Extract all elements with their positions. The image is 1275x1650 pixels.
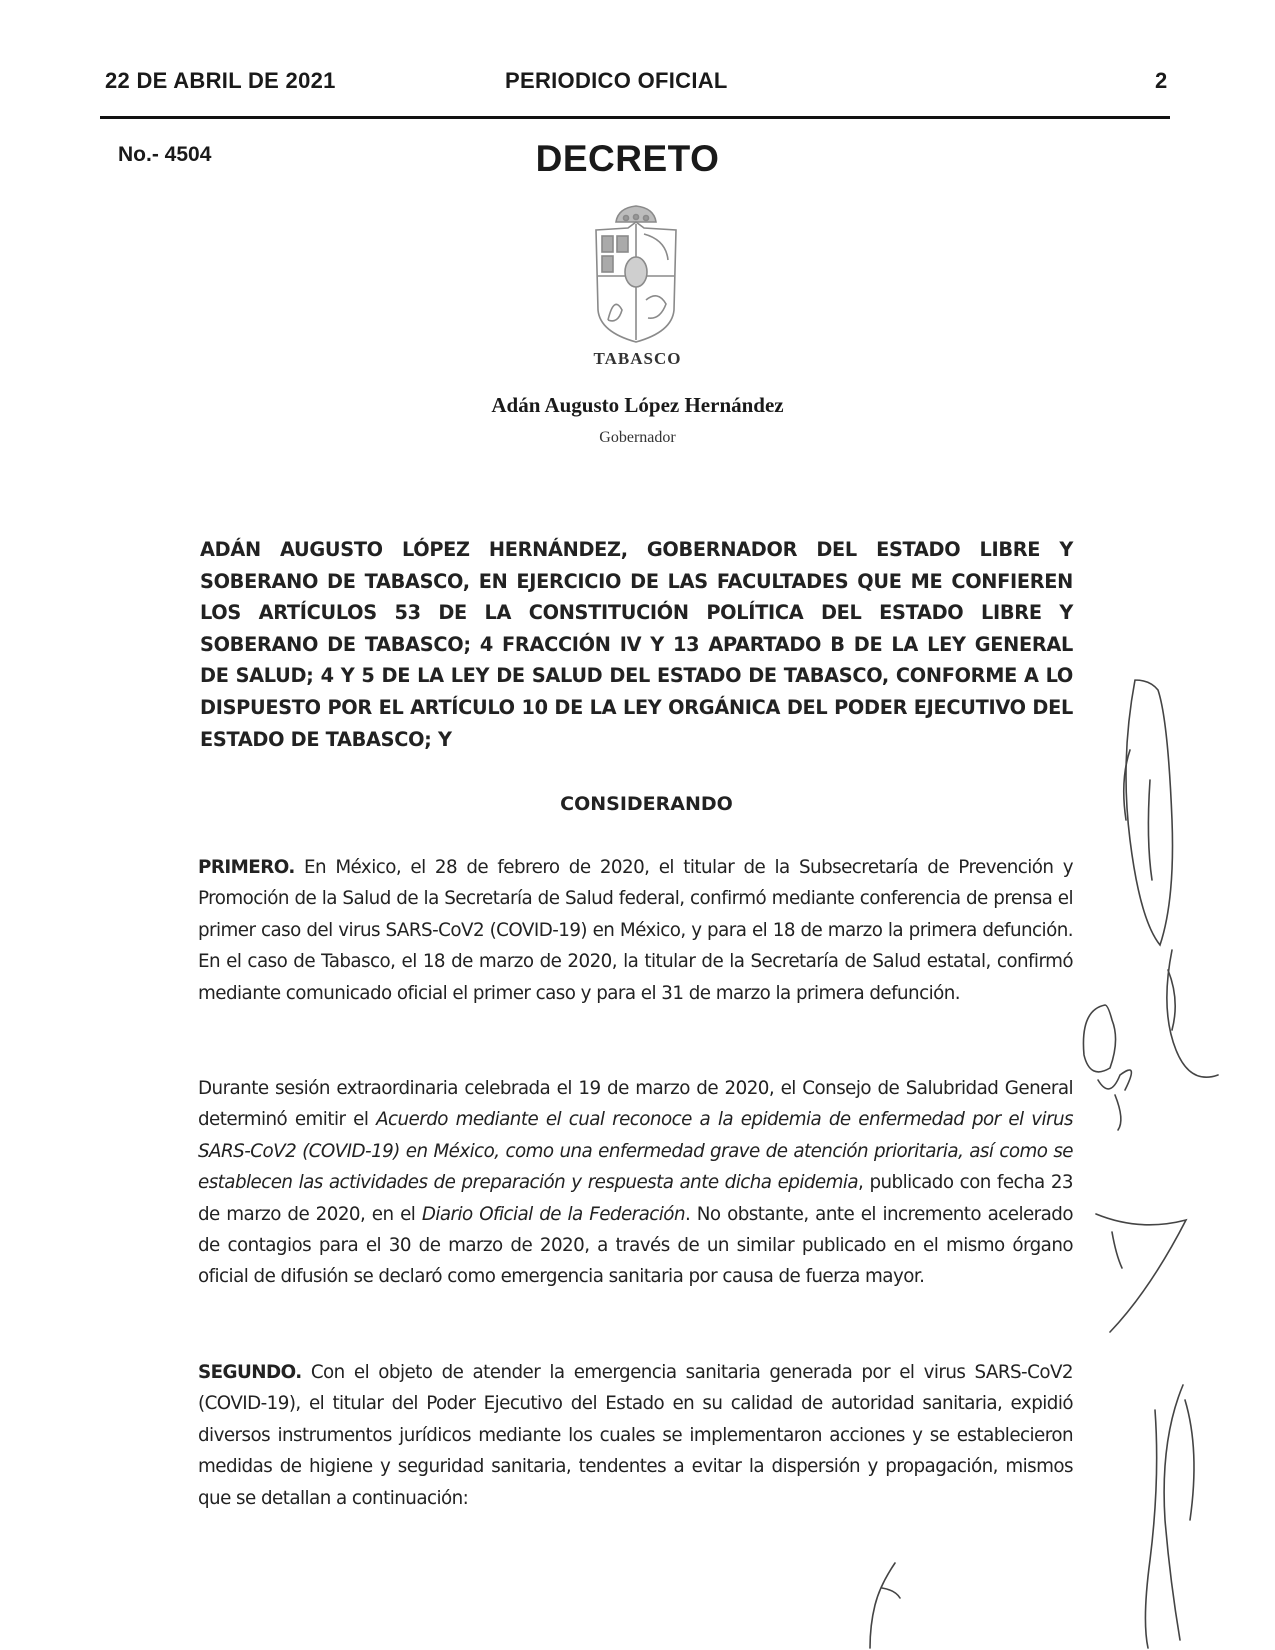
paragraph-lead: PRIMERO. — [198, 857, 295, 878]
paragraph-body: Con el objeto de atender la emergencia sanitaria generada por el virus SARS-CoV2 (COVID-19), el titular del Poder Ejecutivo del Estado en su calidad de autoridad sanitaria, expidió diversos instrumentos jurídicos mediante los cuales se implementaron acciones y se establecieron medidas de higiene y seguridad sanitaria, tendentes a evitar la dispersión y propagación, mismos que se detallan a continuación: — [198, 1362, 1073, 1509]
paragraph-lead: SEGUNDO. — [198, 1362, 302, 1383]
paragraph-body: En México, el 28 de febrero de 2020, el titular de la Subsecretaría de Prevención y Promoción de la Salud de la Secretaría de Salud federal, confirmó mediante conferencia de prensa el primer caso del virus SARS-CoV2 (COVID-19) en México, y para el 18 de marzo la primera defunción. En el caso de Tabasco, el 18 de marzo de 2020, la titular de la Secretaría de Salud estatal, confirmó mediante comunicado oficial el primer caso y para el 31 de marzo la primera defunción. — [198, 857, 1073, 1004]
paragraph-segundo — [198, 1357, 1073, 1514]
paragraph-body: Durante sesión extraordinaria celebrada el 19 de marzo de 2020, el Consejo de Salubridad General determinó emitir el — [198, 1078, 1073, 1131]
governor-title: Gobernador — [599, 429, 676, 446]
publication-date: 22 DE ABRIL DE 2021 — [105, 68, 336, 93]
decree-number: No.- 4504 — [118, 143, 212, 166]
tabasco-coat-of-arms-icon — [588, 200, 684, 348]
acuerdo-title: Acuerdo mediante el cual reconoce a la epidemia de enfermedad por el virus SARS-CoV2 (COVID-19) en México, como una enfermedad grave de atención prioritaria, así como se establecen las actividades de preparación y respuesta ante dicha epidemia — [198, 1109, 1074, 1194]
considerando-heading: CONSIDERANDO — [560, 793, 733, 815]
diario-oficial-title: Diario Oficial de la Federación — [421, 1203, 685, 1225]
paragraph-primero — [198, 852, 1073, 1009]
preamble-text: ADÁN AUGUSTO LÓPEZ HERNÁNDEZ, GOBERNADOR DEL ESTADO LIBRE Y SOBERANO DE TABASCO, EN EJERCICIO DE LAS FACULTADES QUE ME CONFIEREN LOS ARTÍCULOS 53 DE LA CONSTITUCIÓN POLÍTICA DEL ESTADO LIBRE Y SOBERANO DE TABASCO; 4 FRACCIÓN IV Y 13 APARTADO B DE LA LEY GENERAL DE SALUD; 4 Y 5 DE LA LEY DE SALUD DEL ESTADO DE TABASCO, CONFORME A LO DISPUESTO POR EL ARTÍCULO 10 DE LA LEY ORGÁNICA DEL PODER EJECUTIVO DEL ESTADO DE TABASCO; Y — [200, 538, 1073, 751]
crest-label: TABASCO — [593, 349, 682, 368]
paragraph-body: , publicado con fecha 23 de marzo de 2020, en el — [198, 1172, 1073, 1225]
page-number: 2 — [1155, 68, 1168, 93]
header-divider — [100, 116, 1170, 119]
governor-name: Adán Augusto López Hernández — [491, 393, 784, 417]
decree-title: DECRETO — [535, 138, 720, 179]
paragraph-body: . No obstante, ante el incremento acelerado de contagios para el 30 de marzo de 2020, a través de un similar publicado en el mismo órgano oficial de difusión se declaró como emergencia sanitaria por causa de fuerza mayor. — [198, 1203, 1073, 1288]
paragraph-durante — [198, 1073, 1073, 1293]
publication-title: PERIODICO OFICIAL — [505, 68, 728, 93]
